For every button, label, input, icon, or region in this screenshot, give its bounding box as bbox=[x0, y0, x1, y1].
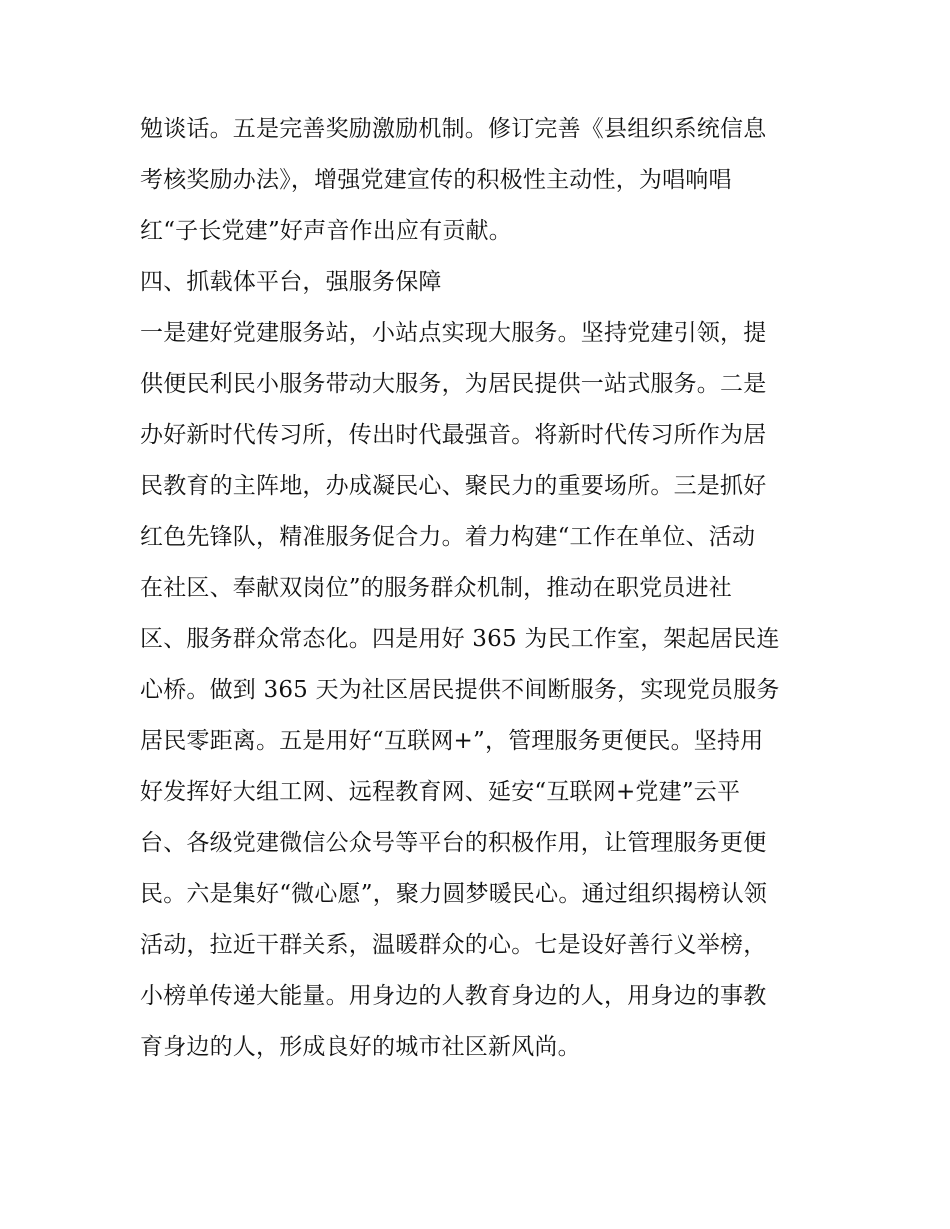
text-line: 区、服务群众常态化。四是用好 365 为民工作室，架起居民连 bbox=[140, 626, 780, 652]
text-line: 民教育的主阵地，办成凝民心、聚民力的重要场所。三是抓好 bbox=[140, 473, 767, 499]
text-line: 红“子长党建”好声音作出应有贡献。 bbox=[140, 218, 512, 244]
text-line: 育身边的人，形成良好的城市社区新风尚。 bbox=[140, 1034, 581, 1060]
document-body bbox=[140, 104, 830, 1073]
text-line: 居民零距离。五是用好“互联网+”，管理服务更便民。坚持用 bbox=[140, 728, 764, 754]
text-line: 一是建好党建服务站，小站点实现大服务。坚持党建引领，提 bbox=[140, 320, 767, 346]
text-line: 小榜单传递大能量。用身边的人教育身边的人，用身边的事教 bbox=[140, 983, 767, 1009]
section-heading: 四、抓载体平台，强服务保障 bbox=[140, 269, 442, 295]
text-line: 活动，拉近干群关系，温暖群众的心。七是设好善行义举榜， bbox=[140, 932, 767, 958]
text-line: 供便民利民小服务带动大服务，为居民提供一站式服务。二是 bbox=[140, 371, 767, 397]
text-line: 在社区、奉献双岗位”的服务群众机制，推动在职党员进社 bbox=[140, 575, 732, 601]
text-line: 民。六是集好“微心愿”，聚力圆梦暖民心。通过组织揭榜认领 bbox=[140, 881, 768, 907]
text-line: 考核奖励办法》，增强党建宣传的积极性主动性，为唱响唱 bbox=[140, 167, 732, 193]
text-line: 心桥。做到 365 天为社区居民提供不间断服务，实现党员服务 bbox=[140, 677, 780, 703]
text-line: 办好新时代传习所，传出时代最强音。将新时代传习所作为居 bbox=[140, 422, 767, 448]
text-line: 好发挥好大组工网、远程教育网、延安“互联网+党建”云平 bbox=[140, 779, 741, 805]
text-line: 台、各级党建微信公众号等平台的积极作用，让管理服务更便 bbox=[140, 830, 767, 856]
text-line: 勉谈话。五是完善奖励激励机制。修订完善《县组织系统信息 bbox=[140, 116, 767, 142]
text-line: 红色先锋队，精准服务促合力。着力构建“工作在单位、活动 bbox=[140, 524, 756, 550]
